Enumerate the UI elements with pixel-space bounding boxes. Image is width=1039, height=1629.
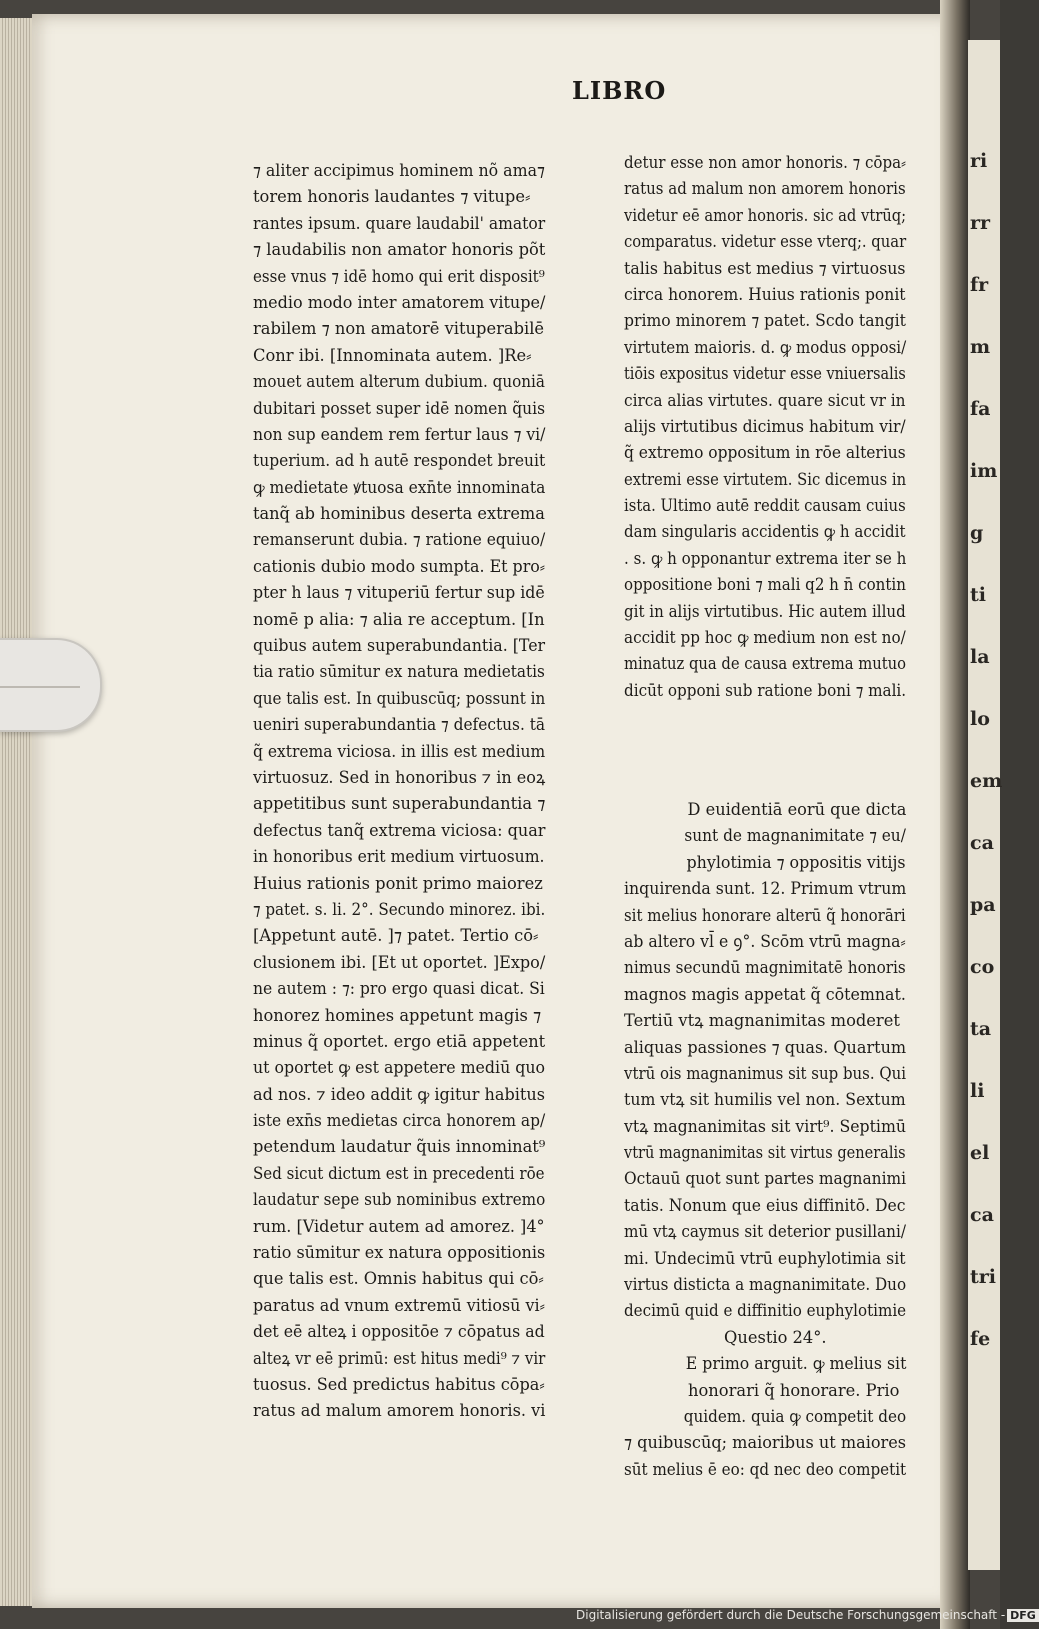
- left-text-column: [253, 158, 570, 1425]
- text-line: remanserunt dubia. ⁊ ratione equiuo/: [253, 530, 546, 550]
- next-page-fragment: co: [970, 956, 995, 978]
- next-page-fragment: im: [970, 460, 998, 482]
- text-line: quidem. quia ꝙ competit deo: [683, 1406, 907, 1426]
- text-line: decimū quid e diffinitio euphylotimie: [624, 1301, 907, 1321]
- text-line: mouet autem alterum dubium. quoniā: [253, 372, 545, 392]
- text-line: [Appetunt autē. ]⁊ patet. Tertio cō⸗: [253, 926, 539, 946]
- text-line: nomē p alia: ⁊ alia re acceptum. [In: [253, 609, 545, 629]
- text-line: vtrū magnanimitas sit virtus generalis: [624, 1143, 906, 1163]
- text-line: Questio 24°.: [724, 1327, 827, 1347]
- text-line: tatis. Nonum que eius diffinitō. Dec: [624, 1195, 906, 1215]
- text-line: rantes ipsum. quare laudabil' amator: [253, 213, 546, 233]
- next-page-fragment: ti: [970, 584, 986, 606]
- text-line: virtuosuz. Sed in honoribus ⁊ in eoꝝ: [253, 767, 546, 787]
- text-line: ne autem : ⁊: pro ergo quasi dicat. Si: [253, 979, 545, 999]
- clip-rule: [0, 686, 80, 688]
- text-line: quibus autem superabundantia. [Ter: [253, 636, 546, 656]
- text-line: laudatur sepe sub nominibus extremo: [253, 1190, 546, 1210]
- text-line: inquirenda sunt. 12. Primum vtrum: [624, 879, 907, 899]
- right-text-column-lower: [624, 797, 940, 1483]
- text-line: ut oportet ꝙ est appetere mediū quo: [253, 1058, 546, 1078]
- text-line: que talis est. Omnis habitus qui cō⸗: [253, 1269, 544, 1289]
- text-line: appetitibus sunt superabundantia ⁊: [253, 794, 546, 814]
- text-line: torem honoris laudantes ⁊ vitupe⸗: [253, 187, 531, 207]
- text-line: E primo arguit. ꝙ melius sit: [685, 1354, 907, 1374]
- text-line: alteꝝ vr eē primū: est hitus medi⁹ ⁊ vir: [253, 1348, 546, 1368]
- text-line: sit melius honorare alterū q̃ honorāri: [624, 905, 906, 925]
- text-line: defectus tanq̃ extrema viciosa: quar: [253, 820, 546, 840]
- text-line: ⁊ laudabilis non amator honoris põt: [253, 240, 546, 260]
- next-page-fragment: fe: [970, 1328, 991, 1350]
- next-page-fragment: fr: [970, 274, 989, 296]
- text-line: . s. ꝙ h opponantur extrema iter se h: [624, 548, 907, 568]
- text-line: ratus ad malum non amorem honoris: [624, 179, 906, 199]
- text-line: tiōis expositus videtur esse vniuersalis: [624, 364, 906, 384]
- text-line: extremi esse virtutem. Sic dicemus in: [624, 469, 907, 489]
- footer-text: Digitalisierung gefördert durch die Deutsche Forschungsgemeinschaft -: [576, 1608, 1006, 1622]
- text-line: virtus disticta a magnanimitate. Duo: [624, 1275, 907, 1295]
- text-line: alijs virtutibus dicimus habitum vir/: [624, 416, 906, 436]
- text-line: rum. [Videtur autem ad amorez. ]4°: [253, 1216, 545, 1236]
- book-gutter: [940, 0, 970, 1629]
- text-line: tuperium. ad h autē respondet breuit: [253, 451, 546, 471]
- text-line: tia ratio sūmitur ex natura medietatis: [253, 662, 545, 682]
- text-line: paratus ad vnum extremū vitiosū vi⸗: [253, 1295, 545, 1315]
- text-line: ueniri superabundantia ⁊ defectus. tā: [253, 715, 546, 735]
- text-line: accidit pp hoc ꝙ medium non est no/: [624, 628, 906, 648]
- next-page-fragment: ca: [970, 1204, 994, 1226]
- next-page-fragment: lo: [970, 708, 990, 730]
- text-line: talis habitus est medius ⁊ virtuosus: [624, 258, 906, 278]
- text-line: primo minorem ⁊ patet. Scdo tangit: [624, 311, 906, 331]
- text-line: tum vtꝝ sit humilis vel non. Sextum: [624, 1090, 906, 1110]
- text-line: petendum laudatur q̃uis innominat⁹: [253, 1137, 546, 1157]
- next-page-fragment: fa: [970, 398, 991, 420]
- text-line: esse vnus ⁊ idē homo qui erit disposit⁹: [253, 266, 545, 286]
- text-line: virtutem maioris. d. ꝙ modus opposi/: [624, 337, 907, 357]
- text-line: dubitari posset super idē nomen q̃uis: [253, 398, 546, 418]
- text-line: non sup eandem rem fertur laus ⁊ vi/: [253, 424, 546, 444]
- text-line: ꝙ medietate ꝟtuosa exn̄te innominata: [253, 477, 546, 497]
- next-page-fragment: la: [970, 646, 990, 668]
- text-line: aliquas passiones ⁊ quas. Quartum: [624, 1037, 907, 1057]
- page-header-title: LIBRO: [572, 76, 667, 105]
- text-line: vtrū ois magnanimus sit sup bus. Qui: [624, 1063, 907, 1083]
- page-edges: [0, 18, 36, 1606]
- text-line: ratio sūmitur ex natura oppositionis: [253, 1243, 546, 1263]
- text-line: mū vtꝝ caymus sit deterior pusillani/: [624, 1222, 906, 1242]
- text-line: ratus ad malum amorem honoris. vi: [253, 1401, 546, 1421]
- text-line: ad nos. ⁊ ideo addit ꝙ igitur habitus: [253, 1084, 545, 1104]
- text-line: ⁊ patet. s. li. 2°. Secundo minorez. ibi.: [253, 899, 546, 919]
- text-line: circa alias virtutes. quare sicut vr in: [624, 390, 906, 410]
- text-line: circa honorem. Huius rationis ponit: [624, 284, 906, 304]
- text-line: Conr ibi. [Innominata autem. ]Re⸗: [253, 345, 532, 365]
- text-line: cationis dubio modo sumpta. Et pro⸗: [253, 556, 546, 576]
- text-line: Sed sicut dictum est in precedenti rōe: [253, 1163, 545, 1183]
- text-line: que talis est. In quibuscūq; possunt in: [253, 688, 546, 708]
- text-line: comparatus. videtur esse vterq;. quar: [624, 232, 907, 252]
- text-line: D euidentiā eorū que dicta: [687, 800, 907, 819]
- text-line: minatuz qua de causa extrema mutuo: [624, 654, 907, 674]
- text-line: dicūt opponi sub ratione boni ⁊ mali.: [624, 680, 907, 700]
- next-page-fragment: ca: [970, 832, 994, 854]
- text-line: q̃ extremo oppositum in rōe alterius: [624, 443, 906, 463]
- text-line: Huius rationis ponit primo maiorez: [253, 873, 543, 893]
- footer-credit: [576, 1608, 1039, 1622]
- text-line: ⁊ aliter accipimus hominem nõ ama⁊: [253, 161, 545, 180]
- text-line: ista. Ultimo autē reddit causam cuius: [624, 496, 906, 516]
- next-page-fragment: em: [970, 770, 1003, 792]
- text-line: videtur eē amor honoris. sic ad vtrūq;: [624, 205, 907, 225]
- next-page-fragment: m: [970, 336, 991, 358]
- text-line: iste exn̄s medietas circa honorem ap/: [253, 1111, 546, 1131]
- text-line: ⁊ quibuscūq; maioribus ut maiores: [624, 1433, 907, 1453]
- text-line: rabilem ⁊ non amatorē vituperabilē: [253, 319, 545, 339]
- text-line: dam singularis accidentis ꝙ h accidit: [624, 522, 906, 542]
- text-line: pter h laus ⁊ vituperiū fertur sup idē: [253, 583, 545, 603]
- text-line: ab altero vl̄ e ꝯ°. Scōm vtrū magna⸗: [624, 931, 906, 951]
- text-line: detur esse non amor honoris. ⁊ cōpa⸗: [624, 153, 907, 172]
- text-line: q̃ extrema viciosa. in illis est medium: [253, 741, 546, 761]
- text-line: tanq̃ ab hominibus deserta extrema: [253, 504, 545, 524]
- text-line: in honoribus erit medium virtuosum.: [253, 847, 545, 867]
- next-page-fragment: ri: [970, 150, 988, 172]
- text-line: vtꝝ magnanimitas sit virt⁹. Septimū: [624, 1116, 906, 1136]
- page-clip: [0, 638, 102, 732]
- next-page-fragment: el: [970, 1142, 990, 1164]
- text-line: det eē alteꝝ i oppositōe ⁊ cōpatus ad: [253, 1322, 545, 1342]
- next-page-fragment: ta: [970, 1018, 992, 1040]
- next-page-fragment: rr: [970, 212, 991, 234]
- text-line: minus q̃ oportet. ergo etiā appetent: [253, 1031, 546, 1051]
- text-line: honorez homines appetunt magis ⁊: [253, 1005, 542, 1025]
- right-text-column: [624, 150, 943, 704]
- next-page-fragment: g: [970, 522, 984, 544]
- text-line: sūt melius ē eo: qd nec deo competit: [624, 1459, 907, 1479]
- next-page-edge: [968, 40, 1003, 1570]
- text-line: medio modo inter amatorem vitupe/: [253, 292, 546, 312]
- text-line: oppositione boni ⁊ mali q2 h n̄ contin: [624, 575, 906, 595]
- text-line: magnos magis appetat q̃ cōtemnat.: [624, 984, 906, 1004]
- text-line: clusionem ibi. [Et ut oportet. ]Expo/: [253, 952, 546, 972]
- text-line: tuosus. Sed predictus habitus cōpa⸗: [253, 1374, 545, 1394]
- text-line: mi. Undecimū vtrū euphylotimia sit: [624, 1248, 906, 1268]
- next-page-fragment: pa: [970, 894, 996, 916]
- text-line: Octauū quot sunt partes magnanimi: [624, 1169, 907, 1189]
- dfg-badge: DFG: [1007, 1609, 1039, 1622]
- next-page-fragment: tri: [970, 1266, 997, 1288]
- text-line: sunt de magnanimitate ⁊ eu/: [684, 826, 906, 846]
- text-line: git in alijs virtutibus. Hic autem illud: [624, 601, 906, 621]
- text-line: phylotimia ⁊ oppositis vitijs: [686, 852, 906, 872]
- next-page-fragment: li: [970, 1080, 985, 1102]
- text-line: nimus secundū magnimitatē honoris: [624, 958, 906, 978]
- text-line: honorari q̃ honorare. Prio: [688, 1380, 900, 1400]
- text-line: Tertiū vtꝝ magnanimitas moderet: [624, 1011, 900, 1031]
